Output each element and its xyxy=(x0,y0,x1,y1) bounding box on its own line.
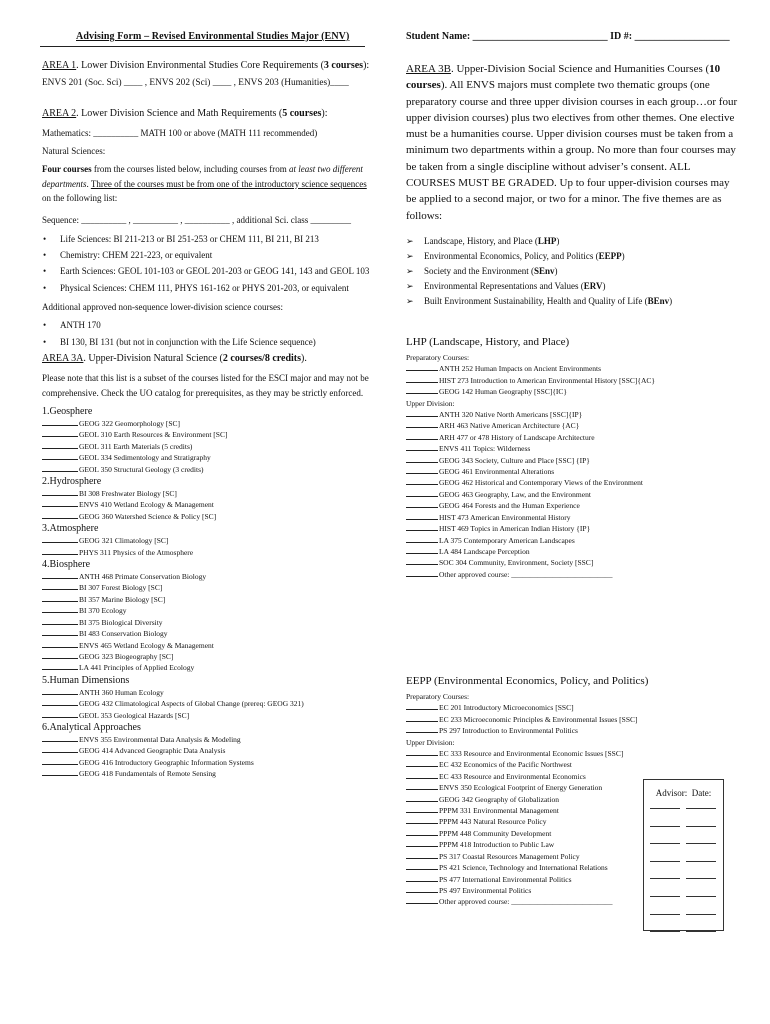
lhp-title: LHP (Landscape, History, and Place) xyxy=(406,336,570,348)
checkoff-blank[interactable] xyxy=(42,547,78,555)
advisor-signoff-row[interactable] xyxy=(644,851,723,869)
course-label: GEOG 322 Geomorphology [SC] xyxy=(79,419,181,428)
upper-division-label: Upper Division: xyxy=(406,398,455,408)
checkoff-blank[interactable] xyxy=(406,546,438,554)
course-label: Other approved course: ___________________________ xyxy=(439,897,613,907)
arrow-icon: ➢ xyxy=(406,296,414,306)
course-label: ARH 463 Native American Architecture {AC} xyxy=(439,421,580,431)
course-label: PS 297 Introduction to Environmental Politics xyxy=(439,726,578,736)
course-label: Other approved course: ___________________________ xyxy=(439,569,613,579)
checkoff-blank[interactable] xyxy=(406,409,438,417)
course-checklist-item[interactable] xyxy=(406,375,742,386)
header-divider xyxy=(40,46,365,47)
checkoff-blank[interactable] xyxy=(406,375,438,383)
course-label: PPPM 331 Environmental Management xyxy=(439,806,559,816)
checkoff-blank[interactable] xyxy=(406,794,438,802)
list-item: • Earth Sciences: GEOL 101-103 or GEOL 201-203 or GEOG 141, 143 and GEOL 103 xyxy=(42,263,369,279)
course-checklist-item[interactable] xyxy=(42,499,372,510)
course-checklist-item[interactable] xyxy=(406,386,742,397)
course-label: ARH 477 or 478 History of Landscape Architecture xyxy=(439,432,595,442)
category-heading: 6.Analytical Approaches xyxy=(42,721,141,733)
preparatory-label: Preparatory Courses: xyxy=(406,692,470,701)
theme-item: ➢ Environmental Representations and Values (ERV) xyxy=(406,279,672,294)
course-label: PHYS 311 Physics of the Atmosphere xyxy=(79,547,194,557)
course-label: GEOG 418 Fundamentals of Remote Sensing xyxy=(79,769,216,779)
course-checklist-item[interactable] xyxy=(406,714,742,725)
course-label: ENVS 411 Topics: Wilderness xyxy=(439,444,531,454)
checkoff-blank[interactable] xyxy=(406,714,438,722)
course-label: EC 432 Economics of the Pacific Northwest xyxy=(439,760,572,770)
checkoff-blank[interactable] xyxy=(42,698,78,706)
list-item: • BI 130, BI 131 (but not in conjunction with the Life Science sequence) xyxy=(42,334,316,351)
course-checklist-item[interactable] xyxy=(42,464,372,475)
checkoff-blank[interactable] xyxy=(42,582,78,590)
course-label: ANTH 360 Human Ecology xyxy=(79,687,164,697)
course-checklist-item[interactable] xyxy=(406,489,742,500)
lhp-course-list xyxy=(406,352,742,580)
checkoff-blank[interactable] xyxy=(42,594,78,602)
course-label: HIST 473 American Environmental History xyxy=(439,512,571,522)
course-label: EC 333 Resource and Environmental Economic Issues [SSC] xyxy=(439,749,624,759)
checkoff-blank[interactable] xyxy=(406,432,438,440)
course-checklist-item[interactable] xyxy=(406,455,742,466)
checkoff-blank[interactable] xyxy=(406,839,438,847)
category-heading: 5.Human Dimensions xyxy=(42,674,130,686)
list-item: • Chemistry: CHEM 221-223, or equivalent xyxy=(42,247,369,263)
arrow-icon: ➢ xyxy=(406,236,414,246)
checkoff-blank[interactable] xyxy=(406,771,438,779)
course-checklist-item[interactable] xyxy=(406,500,742,511)
checkoff-blank[interactable] xyxy=(42,628,78,636)
checkoff-blank[interactable] xyxy=(406,828,438,836)
checkoff-blank[interactable] xyxy=(406,523,438,531)
checkoff-blank[interactable] xyxy=(406,466,438,474)
advisor-rows xyxy=(644,798,723,939)
advisor-signoff-row[interactable] xyxy=(644,868,723,886)
course-checklist-item[interactable] xyxy=(42,710,372,721)
course-label: BI 375 Biological Diversity xyxy=(79,617,163,627)
area2-heading: AREA 2. Lower Division Science and Math Requirements (5 courses): xyxy=(42,108,328,119)
checkoff-blank[interactable] xyxy=(42,605,78,613)
checkoff-blank[interactable] xyxy=(42,745,78,753)
advisor-signoff-row[interactable] xyxy=(644,886,723,904)
additional-bullet-list xyxy=(42,317,316,351)
advisor-blank[interactable] xyxy=(650,802,680,809)
checkoff-blank[interactable] xyxy=(406,535,438,543)
advisor-blank[interactable] xyxy=(650,837,680,844)
area3a-category-list xyxy=(42,405,372,780)
course-checklist-item[interactable] xyxy=(42,651,372,662)
checkoff-blank[interactable] xyxy=(406,725,438,733)
course-label: GEOG 342 Geography of Globalization xyxy=(439,794,559,804)
advisor-box-header: Advisor: Date: xyxy=(655,788,712,798)
course-label: GEOG 416 Introductory Geographic Information Systems xyxy=(79,757,254,767)
course-label: ANTH 468 Primate Conservation Biology xyxy=(79,572,207,582)
course-label: PS 317 Coastal Resources Management Policy xyxy=(439,851,580,861)
category-heading: 2.Hydrosphere xyxy=(42,476,102,488)
course-label: GEOG 142 Human Geography [SSC]{IC} xyxy=(439,387,568,397)
course-checklist-item[interactable] xyxy=(42,418,372,429)
course-label: GEOG 323 Biogeography [SC] xyxy=(79,651,174,661)
checkoff-blank[interactable] xyxy=(42,499,78,507)
date-blank[interactable] xyxy=(686,837,716,844)
course-checklist-item[interactable] xyxy=(42,582,372,593)
theme-item: ➢ Environmental Economics, Policy, and Politics (EEPP) xyxy=(406,249,672,264)
course-label: ANTH 252 Human Impacts on Ancient Environments xyxy=(439,364,602,374)
eepp-title: EEPP (Environmental Economics, Policy, and Politics) xyxy=(406,675,649,687)
advisor-blank[interactable] xyxy=(650,855,680,862)
checkoff-blank[interactable] xyxy=(406,896,438,904)
course-checklist-item[interactable] xyxy=(406,409,742,420)
checkoff-blank[interactable] xyxy=(406,805,438,813)
checkoff-blank[interactable] xyxy=(406,862,438,870)
course-checklist-item[interactable] xyxy=(42,640,372,651)
checkoff-blank[interactable] xyxy=(42,571,78,579)
course-checklist-item[interactable] xyxy=(42,757,372,768)
course-label: PPPM 448 Community Development xyxy=(439,828,552,838)
advisor-signoff-row[interactable] xyxy=(644,921,723,939)
course-label: GEOL 350 Structural Geology (3 credits) xyxy=(79,464,204,474)
course-label: ENVS 410 Wetland Ecology & Management xyxy=(79,500,214,510)
course-label: LA 484 Landscape Perception xyxy=(439,546,530,556)
course-label: BI 370 Ecology xyxy=(79,606,127,616)
course-checklist-item[interactable] xyxy=(42,628,372,639)
advisor-signoff-row[interactable] xyxy=(644,904,723,922)
course-checklist-item[interactable] xyxy=(406,466,742,477)
area1-core-line[interactable]: ENVS 201 (Soc. Sci) ____ , ENVS 202 (Sci) ____ , ENVS 203 (Humanities)____ xyxy=(42,78,349,88)
category-heading: 4.Biosphere xyxy=(42,559,91,571)
course-checklist-item[interactable] xyxy=(42,594,372,605)
checkoff-blank[interactable] xyxy=(406,420,438,428)
course-checklist-item[interactable] xyxy=(42,429,372,440)
course-checklist-item[interactable] xyxy=(406,569,742,580)
theme-item: ➢ Landscape, History, and Place (LHP) xyxy=(406,234,672,249)
course-label: GEOG 321 Climatology [SC] xyxy=(79,536,169,546)
checkoff-blank[interactable] xyxy=(42,511,78,519)
advisor-signoff-box xyxy=(643,779,724,931)
course-label: GEOL 334 Sedimentology and Stratigraphy xyxy=(79,453,211,463)
checkoff-blank[interactable] xyxy=(42,418,78,426)
area2-natsci-label: Natural Sciences: xyxy=(42,146,106,156)
list-item: • Life Sciences: BI 211-213 or BI 251-253 or CHEM 111, BI 211, BI 213 xyxy=(42,231,369,247)
course-label: ENVS 465 Wetland Ecology & Management xyxy=(79,640,214,650)
category-heading: 3.Atmosphere xyxy=(42,523,99,535)
checkoff-blank[interactable] xyxy=(406,569,438,577)
theme-item: ➢ Built Environment Sustainability, Health and Quality of Life (BEnv) xyxy=(406,294,672,309)
area3a-note: Please note that this list is a subset of the courses listed for the ESCI major and may not be comprehensive. Check the UO catalog for prerequisites, as they may be strictly enforced. xyxy=(42,373,369,398)
date-blank[interactable] xyxy=(686,925,716,932)
course-label: ENVS 355 Environmental Data Analysis & Modeling xyxy=(79,734,241,744)
course-label: GEOG 461 Environmental Alterations xyxy=(439,467,555,477)
arrow-icon: ➢ xyxy=(406,251,414,261)
checkoff-blank[interactable] xyxy=(406,477,438,485)
checkoff-blank[interactable] xyxy=(42,734,78,742)
checkoff-blank[interactable] xyxy=(42,429,78,437)
course-label: PS 477 International Environmental Politics xyxy=(439,874,572,884)
course-checklist-item[interactable] xyxy=(406,443,742,454)
arrow-icon: ➢ xyxy=(406,266,414,276)
checkoff-blank[interactable] xyxy=(406,816,438,824)
course-checklist-item[interactable] xyxy=(42,511,372,522)
course-checklist-item[interactable] xyxy=(42,605,372,616)
course-checklist-item[interactable] xyxy=(406,748,742,759)
course-label: GEOG 432 Climatological Aspects of Global Change (prereq: GEOG 321) xyxy=(79,699,304,709)
checkoff-blank[interactable] xyxy=(406,386,438,394)
area3a-heading: AREA 3A. Upper-Division Natural Science (2 courses/8 credits). xyxy=(42,353,307,364)
area2-sequence-line[interactable]: Sequence: __________ , __________ , __________ , additional Sci. class _________ xyxy=(42,215,351,225)
advisor-blank[interactable] xyxy=(650,820,680,827)
checkoff-blank[interactable] xyxy=(406,455,438,463)
course-label: EC 201 Introductory Microeconomics [SSC] xyxy=(439,703,574,713)
area2-requirements-text: Four courses from the courses listed below, including courses from at least two different departments. Three of the courses must be from one of the introductory science sequences on the following list: xyxy=(42,164,367,203)
course-checklist-item[interactable] xyxy=(406,477,742,488)
course-checklist-item[interactable] xyxy=(42,571,372,582)
course-label: GEOG 463 Geography, Law, and the Environment xyxy=(439,489,591,499)
course-checklist-item[interactable] xyxy=(42,734,372,745)
checkoff-blank[interactable] xyxy=(406,557,438,565)
checkoff-blank[interactable] xyxy=(406,782,438,790)
checkoff-blank[interactable] xyxy=(406,885,438,893)
checkoff-blank[interactable] xyxy=(406,512,438,520)
course-checklist-item[interactable] xyxy=(406,512,742,523)
checkoff-blank[interactable] xyxy=(406,874,438,882)
advisor-signoff-row[interactable] xyxy=(644,833,723,851)
course-label: PS 421 Science, Technology and International Relations xyxy=(439,863,608,873)
list-item: • ANTH 170 xyxy=(42,317,316,334)
date-blank[interactable] xyxy=(686,802,716,809)
course-label: GEOL 353 Geological Hazards [SC] xyxy=(79,710,190,720)
course-label: LA 375 Contemporary American Landscapes xyxy=(439,535,575,545)
course-label: ENVS 350 Ecological Footprint of Energy Generation xyxy=(439,783,603,793)
checkoff-blank[interactable] xyxy=(42,687,78,695)
area3b-text: AREA 3B. Upper-Division Social Science and Humanities Courses (10 courses). All ENVS majors must complete two thematic groups (one preparatory course and three upper division courses in each group…or four upper division courses) plus two electives from other themes. One elective must be a humanities course. Upper division courses must be taken from a minimum two departments within a group. No more than four courses may be taken from a single discipline without adviser’s consent. ALL COURSES MUST BE GRADED. Up to four upper-division courses may be applied to a second major, or two for a minor. The five themes are as follows: xyxy=(406,63,738,222)
course-checklist-item[interactable] xyxy=(406,432,742,443)
checkoff-blank[interactable] xyxy=(42,710,78,718)
course-checklist-item[interactable] xyxy=(406,759,742,770)
course-label: EC 233 Microeconomic Principles & Environmental Issues [SSC] xyxy=(439,714,638,724)
course-label: BI 483 Conservation Biology xyxy=(79,629,168,639)
course-label: LA 441 Principles of Applied Ecology xyxy=(79,663,195,673)
additional-courses-label: Additional approved non-sequence lower-division science courses: xyxy=(42,302,283,312)
course-checklist-item[interactable] xyxy=(42,768,372,779)
checkoff-blank[interactable] xyxy=(42,768,78,776)
date-blank[interactable] xyxy=(686,908,716,915)
date-blank[interactable] xyxy=(686,820,716,827)
checkoff-blank[interactable] xyxy=(406,702,438,710)
course-label: GEOL 310 Earth Resources & Environment [SC] xyxy=(79,430,228,440)
upper-division-label: Upper Division: xyxy=(406,737,455,747)
course-label: GEOL 311 Earth Materials (5 credits) xyxy=(79,441,193,451)
course-checklist-item[interactable] xyxy=(42,441,372,452)
course-label: HIST 273 Introduction to American Environmental History [SSC]{AC} xyxy=(439,375,655,385)
course-label: GEOG 462 Historical and Contemporary Views of the Environment xyxy=(439,478,643,488)
date-blank[interactable] xyxy=(686,872,716,879)
course-label: BI 307 Forest Biology [SC] xyxy=(79,583,163,593)
course-label: GEOG 414 Advanced Geographic Data Analysis xyxy=(79,746,226,756)
course-label: BI 308 Freshwater Biology [SC] xyxy=(79,489,177,499)
course-label: BI 357 Marine Biology [SC] xyxy=(79,594,166,604)
checkoff-blank[interactable] xyxy=(42,535,78,543)
course-label: PS 497 Environmental Politics xyxy=(439,885,532,895)
advisor-blank[interactable] xyxy=(650,872,680,879)
checkoff-blank[interactable] xyxy=(406,759,438,767)
checkoff-blank[interactable] xyxy=(42,488,78,496)
course-label: ANTH 320 Native North Americans [SSC]{IP} xyxy=(439,410,583,420)
course-checklist-item[interactable] xyxy=(42,698,372,709)
advisor-signoff-row[interactable] xyxy=(644,816,723,834)
checkoff-blank[interactable] xyxy=(42,441,78,449)
course-checklist-item[interactable] xyxy=(42,547,372,558)
course-checklist-item[interactable] xyxy=(406,420,742,431)
checkoff-blank[interactable] xyxy=(42,464,78,472)
area1-heading: AREA 1. Lower Division Environmental Studies Core Requirements (3 courses): xyxy=(42,60,370,71)
theme-list xyxy=(406,234,672,309)
course-label: EC 433 Resource and Environmental Economics xyxy=(439,771,586,781)
advisor-blank[interactable] xyxy=(650,925,680,932)
course-label: GEOG 343 Society, Culture and Place [SSC] {IP} xyxy=(439,455,590,465)
checkoff-blank[interactable] xyxy=(42,640,78,648)
checkoff-blank[interactable] xyxy=(42,757,78,765)
course-label: PPPM 418 Introduction to Public Law xyxy=(439,840,555,850)
course-checklist-item[interactable] xyxy=(406,363,742,374)
checkoff-blank[interactable] xyxy=(406,443,438,451)
date-blank[interactable] xyxy=(686,890,716,897)
course-checklist-item[interactable] xyxy=(42,535,372,546)
preparatory-label: Preparatory Courses: xyxy=(406,353,470,362)
sequence-bullet-list xyxy=(42,231,369,296)
course-checklist-item[interactable] xyxy=(406,535,742,546)
course-checklist-item[interactable] xyxy=(42,488,372,499)
course-checklist-item[interactable] xyxy=(406,725,742,736)
student-name-id-line[interactable]: Student Name: ___________________________ ID #: ___________________ xyxy=(406,31,730,42)
checkoff-blank[interactable] xyxy=(406,363,438,371)
course-checklist-item[interactable] xyxy=(42,452,372,463)
course-label: HIST 469 Topics in American Indian History {IP} xyxy=(439,524,591,534)
checkoff-blank[interactable] xyxy=(42,651,78,659)
course-checklist-item[interactable] xyxy=(406,523,742,534)
checkoff-blank[interactable] xyxy=(406,851,438,859)
checkoff-blank[interactable] xyxy=(42,662,78,670)
course-label: GEOG 360 Watershed Science & Policy [SC] xyxy=(79,511,217,521)
course-checklist-item[interactable] xyxy=(406,546,742,557)
area2-math-line[interactable]: Mathematics: __________ MATH 100 or above (MATH 111 recommended) xyxy=(42,128,318,138)
form-title: Advising Form – Revised Environmental Studies Major (ENV) xyxy=(76,31,350,42)
course-checklist-item[interactable] xyxy=(406,702,742,713)
category-heading: 1.Geosphere xyxy=(42,406,93,417)
course-checklist-item[interactable] xyxy=(42,662,372,673)
list-item: • Physical Sciences: CHEM 111, PHYS 161-162 or PHYS 201-203, or equivalent xyxy=(42,280,369,296)
theme-item: ➢ Society and the Environment (SEnv) xyxy=(406,264,672,279)
checkoff-blank[interactable] xyxy=(406,489,438,497)
course-label: SOC 304 Community, Environment, Society [SSC] xyxy=(439,558,594,568)
course-label: PPPM 443 Natural Resource Policy xyxy=(439,817,547,827)
date-blank[interactable] xyxy=(686,855,716,862)
checkoff-blank[interactable] xyxy=(406,748,438,756)
checkoff-blank[interactable] xyxy=(406,500,438,508)
course-checklist-item[interactable] xyxy=(42,687,372,698)
checkoff-blank[interactable] xyxy=(42,617,78,625)
arrow-icon: ➢ xyxy=(406,281,414,291)
advisor-blank[interactable] xyxy=(650,890,680,897)
advisor-blank[interactable] xyxy=(650,908,680,915)
checkoff-blank[interactable] xyxy=(42,452,78,460)
course-checklist-item[interactable] xyxy=(42,745,372,756)
course-checklist-item[interactable] xyxy=(406,557,742,568)
advisor-signoff-row[interactable] xyxy=(644,798,723,816)
course-checklist-item[interactable] xyxy=(42,617,372,628)
course-label: GEOG 464 Forests and the Human Experience xyxy=(439,501,580,511)
